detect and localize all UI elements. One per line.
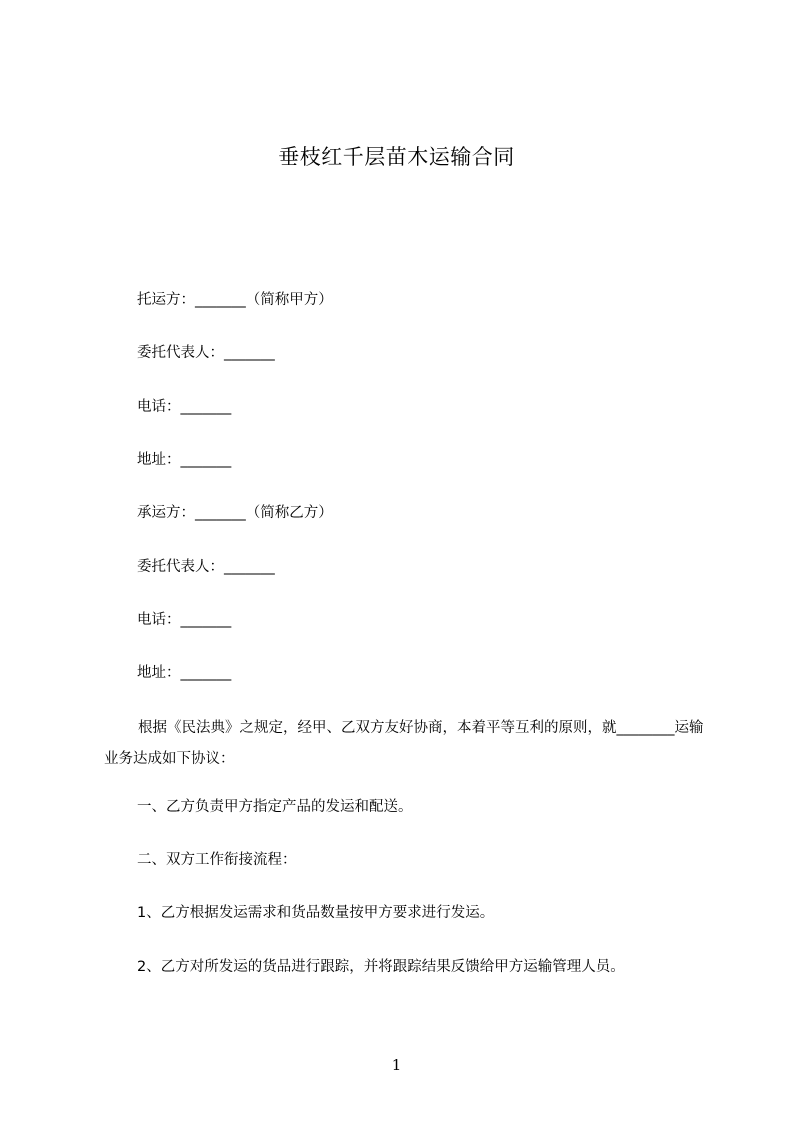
document-title: 垂枝红千层苗木运输合同 (278, 145, 515, 169)
party-b-representative-line: 委托代表人：_______ (137, 559, 275, 575)
party-a-representative-line: 委托代表人：_______ (137, 345, 275, 361)
clause-2: 二、双方工作衔接流程： (137, 852, 297, 868)
shipper-line: 托运方：_______（简称甲方） (137, 292, 333, 308)
clause-1: 一、乙方负责甲方指定产品的发运和配送。 (137, 799, 413, 815)
page-number: 1 (391, 1056, 402, 1074)
party-b-address-line: 地址：_______ (137, 665, 232, 681)
party-a-address-line: 地址：_______ (137, 452, 232, 468)
party-b-phone-line: 电话：_______ (137, 612, 232, 628)
preamble-paragraph: 根据《民法典》之规定，经甲、乙双方友好协商，本着平等互利的原则，就________运输业务达成如下协议： (104, 720, 704, 767)
clause-2-item-2: 2、乙方对所发运的货品进行跟踪，并将跟踪结果反馈给甲方运输管理人员。 (137, 959, 625, 975)
clause-2-item-1: 1、乙方根据发运需求和货品数量按甲方要求进行发运。 (137, 905, 495, 921)
party-a-phone-line: 电话：_______ (137, 399, 232, 415)
carrier-line: 承运方：_______（简称乙方） (137, 505, 333, 521)
